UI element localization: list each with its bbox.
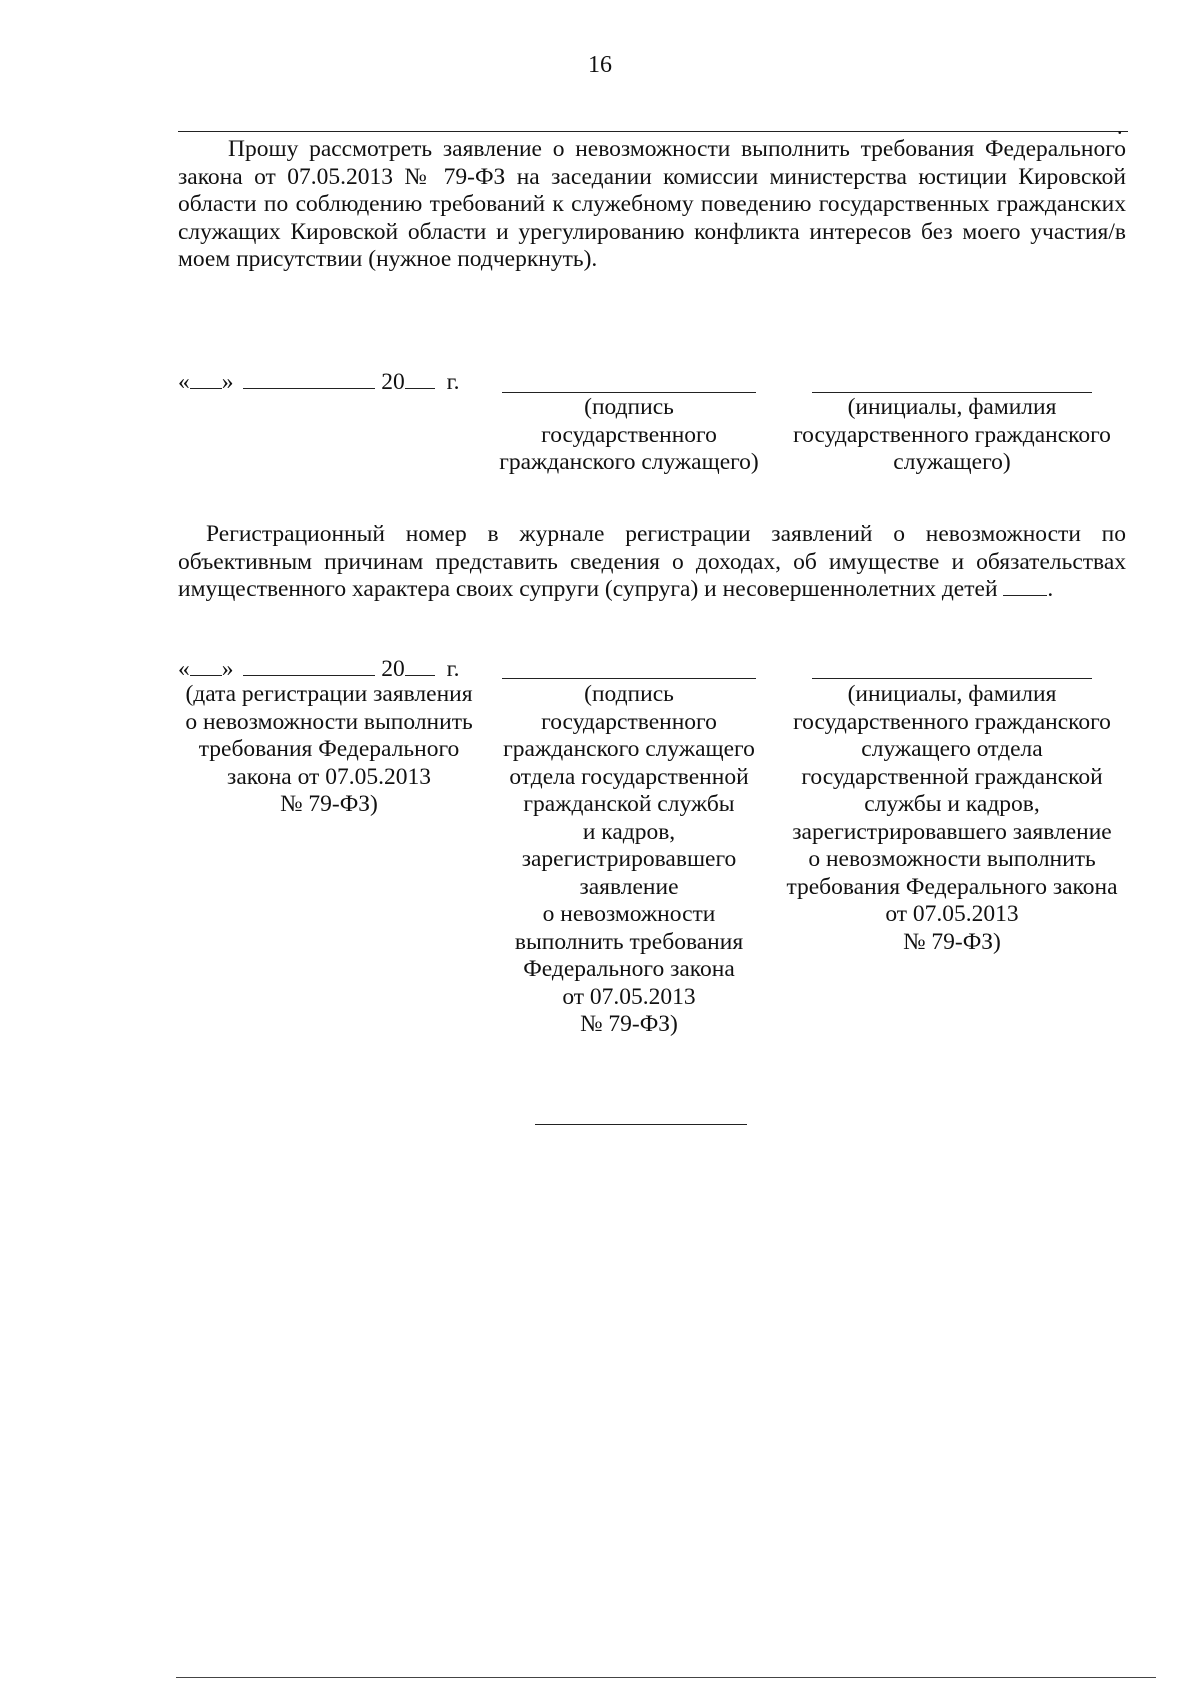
year-blank (405, 653, 435, 676)
day-blank (190, 653, 222, 676)
month-blank (243, 366, 375, 389)
date-close-quote: » (221, 656, 234, 682)
signature-line-2 (502, 678, 756, 679)
top-blank-line (178, 131, 1128, 132)
top-line-period: . (1117, 114, 1123, 139)
page-number: 16 (588, 52, 612, 78)
name-caption-1: (инициалы, фамилия государственного гражданского служащего) (793, 394, 1111, 475)
date-open-quote: « (178, 656, 190, 682)
registration-paragraph (178, 521, 1126, 604)
name-caption-2: (инициалы, фамилия государственного гражданского служащего отдела государственной гражданской службы и кадров, зарегистрировавшего заявление о невозможности выполнить требования Федерального закона от 07.05.2013 № 79-ФЗ) (786, 681, 1118, 955)
scan-bottom-edge (176, 1677, 1156, 1678)
signature-caption-2: (подпись государственного гражданского служащего отдела государственной гражданской службы и кадров, зарегистрировавшего заявление о невозможности выполнить требования Федерального закона от 07.05.2013 № 79-ФЗ) (503, 681, 755, 1037)
date-field-2 (178, 653, 460, 683)
request-paragraph: Прошу рассмотреть заявление о невозможности выполнить требования Федерального закона от 07.05.2013 № 79-ФЗ на заседании комиссии министерства юстиции Кировской области по соблюдению требований к служебному поведению государственных гражданских служащих Кировской области и урегулированию конфликта интересов без моего участия/в моем присутствии (нужное подчеркнуть). (178, 136, 1126, 272)
year-prefix: 20 (381, 656, 405, 682)
registration-text: Регистрационный номер в журнале регистрации заявлений о невозможности по объективным причинам представить сведения о доходах, об имуществе и обязательствах имущественного характера своих супруги (супруга) и несовершеннолетних детей (178, 521, 1126, 602)
date-close-quote: » (221, 369, 234, 395)
closing-rule (535, 1124, 747, 1125)
year-blank (405, 366, 435, 389)
date-open-quote: « (178, 369, 190, 395)
name-line-1 (812, 392, 1092, 393)
registration-period: . (1047, 576, 1054, 602)
year-suffix: г. (446, 369, 460, 395)
date-field-1 (178, 366, 460, 396)
day-blank (190, 366, 222, 389)
date-caption-2: (дата регистрации заявления о невозможности выполнить требования Федерального закона от 07.05.2013 № 79-ФЗ) (185, 681, 473, 817)
year-suffix: г. (446, 656, 460, 682)
signature-caption-1: (подпись государственного гражданского служащего) (499, 394, 759, 475)
name-line-2 (812, 678, 1092, 679)
month-blank (243, 653, 375, 676)
year-prefix: 20 (381, 369, 405, 395)
registration-number-blank (1003, 577, 1047, 596)
signature-line-1 (502, 392, 756, 393)
